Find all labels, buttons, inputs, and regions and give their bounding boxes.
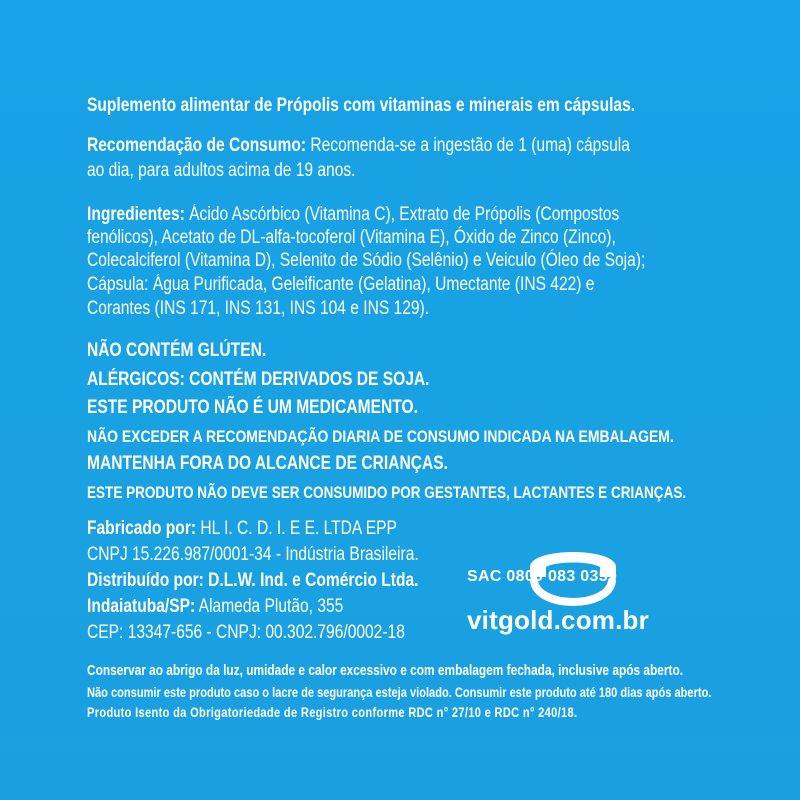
recommendation-line-1 [87,134,749,158]
cep-cnpj-line [87,621,475,645]
ingredients-line-4 [87,273,706,297]
warning-gluten-text: NÃO CONTÉM GLÚTEN. [87,340,267,361]
intro-text [87,94,755,118]
recommendation-label: Recomendação de Consumo: [87,135,307,156]
registration-note [87,701,685,725]
seal-note-text: Não consumir este produto caso o lacre de segurança esteja violado. Consumir este produto até 180 dias após aberto. [87,685,712,700]
cep-cnpj-text: CEP: 13347-656 - CNPJ: 00.302.796/0002-18 [87,622,405,643]
recommendation-line-1-wrap [87,134,630,158]
sac-phone-number: SAC 0800 083 0359 [467,568,618,585]
manufacturer-line-wrap [87,517,397,541]
ingredients-line-3 [87,249,768,273]
warning-children [87,452,527,476]
manufacturer-value: HL I. C. D. I. E E. LTDA EPP [196,518,397,539]
registration-note-text: Produto Isento da Obrigatoriedade de Registro conforme RDC n° 27/10 e RDC n° 240/18. [87,705,578,720]
warning-dosage [87,425,800,449]
warning-not-medicine-text: ESTE PRODUTO NÃO É UM MEDICAMENTO. [87,397,418,418]
ingredients-line-5 [87,297,504,321]
warning-children-text: MANTENHA FORA DO ALCANCE DE CRIANÇAS. [87,453,448,474]
ingredients-label: Ingredientes: [87,204,185,225]
storage-note-text: Conservar ao abrigo da luz, umidade e calor excessivo e com embalagem fechada, inclusive após aberto. [87,663,684,679]
ingredients-line-1 [87,203,736,227]
ingredients-text-5: Corantes (INS 171, INS 131, INS 104 e INS 129). [87,298,430,319]
warning-pregnant-text: ESTE PRODUTO NÃO DEVE SER CONSUMIDO POR GESTANTES, LACTANTES E CRIANÇAS. [87,484,687,502]
ingredients-line-1-wrap [87,203,619,227]
intro-text-content: Suplemento alimentar de Própolis com vitaminas e minerais em cápsulas. [87,95,636,116]
distributor-value: D.L.W. Ind. e Comércio Ltda. [203,570,419,591]
ingredients-text-2: fenólicos), Acetato de DL-alfa-tocoferol (Vitamina E), Óxido de Zinco (Zinco), [87,227,616,248]
ingredients-text-1: Ácido Ascórbico (Vitamina C), Extrato de Própolis (Compostos [184,204,620,225]
manufacturer-label: Fabricado por: [87,518,197,539]
warning-gluten [87,339,306,363]
warning-allergen-text: ALÉRGICOS: CONTÉM DERIVADOS DE SOJA. [87,369,430,390]
recommendation-line-2 [87,159,414,183]
manufacturer-cnpj-text: CNPJ 15.226.987/0001-34 - Indústria Brasileira. [87,544,419,565]
warning-allergen [87,368,505,392]
warning-pregnant [87,481,800,505]
recommendation-text-2: ao dia, para adultos acima de 19 anos. [87,160,356,181]
distributor-line [87,569,491,593]
ingredients-text-4: Cápsula: Água Purificada, Geleificante (Gelatina), Umectante (INS 422) e [87,274,595,295]
street-value: Alameda Plutão, 355 [195,596,344,617]
website-link[interactable]: vitgold.com.br [467,605,649,635]
address-line [87,595,400,619]
warning-dosage-text: NÃO EXCEDER A RECOMENDAÇÃO DIARIA DE CONSUMO INDICADA NA EMBALAGEM. [87,427,674,446]
storage-note [87,659,800,683]
ingredients-line-2 [87,226,732,250]
recommendation-text-1: Recomenda-se a ingestão de 1 (uma) cápsula [306,135,630,156]
city-label: Indaiatuba/SP: [87,596,196,617]
distributor-label: Distribuído por: [87,570,204,591]
address-line-wrap [87,595,343,619]
manufacturer-line [87,517,465,541]
manufacturer-cnpj [87,543,492,567]
distributor-line-wrap [87,569,419,593]
ingredients-text-3: Colecalciferol (Vitamina D), Selenito de Sódio (Selênio) e Veiculo (Óleo de Soja); [87,250,646,271]
warning-not-medicine [87,396,491,420]
